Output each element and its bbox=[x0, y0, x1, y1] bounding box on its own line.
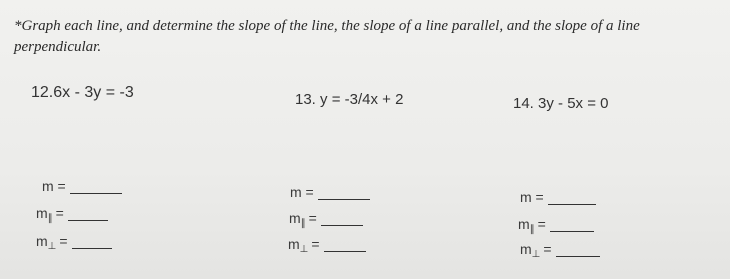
p14-perpendicular-line bbox=[520, 241, 600, 260]
p12-parallel-line bbox=[36, 205, 108, 224]
p12-slope-label: m = bbox=[42, 178, 66, 194]
problem-12-equation: 6x - 3y = -3 bbox=[53, 84, 134, 101]
p14-slope-blank[interactable] bbox=[548, 190, 596, 205]
p14-perp-blank[interactable] bbox=[556, 242, 600, 257]
p13-parallel-line bbox=[289, 210, 363, 229]
p12-slope-line bbox=[42, 178, 122, 194]
p12-perp-label: m bbox=[36, 233, 48, 249]
p13-parallel-equals: = bbox=[308, 210, 317, 226]
p13-slope-label: m = bbox=[290, 184, 314, 200]
p14-slope-label: m = bbox=[520, 189, 544, 205]
perpendicular-symbol-icon: ⊥ bbox=[299, 244, 309, 255]
p12-perp-equals: = bbox=[59, 233, 68, 249]
parallel-symbol-icon: ∥ bbox=[47, 213, 53, 224]
problem-13-number: 13. bbox=[295, 91, 316, 108]
perpendicular-symbol-icon: ⊥ bbox=[531, 249, 541, 260]
p14-slope-line bbox=[520, 189, 596, 205]
p12-perpendicular-line bbox=[36, 233, 112, 252]
p13-perp-blank[interactable] bbox=[324, 237, 366, 252]
p12-parallel-equals: = bbox=[55, 205, 64, 221]
p12-parallel-blank[interactable] bbox=[68, 206, 108, 221]
p13-perpendicular-line bbox=[288, 236, 366, 255]
p12-parallel-label: m bbox=[36, 205, 48, 221]
parallel-symbol-icon: ∥ bbox=[300, 218, 306, 229]
p12-slope-blank[interactable] bbox=[70, 179, 122, 194]
p14-perp-label: m bbox=[520, 241, 532, 257]
problem-14-equation: 3y - 5x = 0 bbox=[538, 95, 609, 112]
p13-perp-equals: = bbox=[311, 236, 320, 252]
p13-parallel-label: m bbox=[289, 210, 301, 226]
p13-slope-blank[interactable] bbox=[318, 185, 370, 200]
problem-14 bbox=[513, 95, 608, 112]
p13-parallel-blank[interactable] bbox=[321, 211, 363, 226]
problem-12 bbox=[31, 84, 134, 102]
p14-parallel-equals: = bbox=[537, 216, 546, 232]
p14-perp-equals: = bbox=[543, 241, 552, 257]
p14-parallel-blank[interactable] bbox=[550, 217, 594, 232]
instructions-text: *Graph each line, and determine the slope of the line, the slope of a line parallel, and the slope of a line perpendicular. bbox=[14, 18, 640, 55]
p14-parallel-line bbox=[518, 216, 594, 235]
p12-perp-blank[interactable] bbox=[72, 234, 112, 249]
parallel-symbol-icon: ∥ bbox=[529, 224, 535, 235]
p14-parallel-label: m bbox=[518, 216, 530, 232]
p13-perp-label: m bbox=[288, 236, 300, 252]
problem-13 bbox=[295, 91, 403, 108]
p13-slope-line bbox=[290, 184, 370, 200]
problem-12-number: 12. bbox=[31, 84, 54, 101]
problem-13-equation: y = -3/4x + 2 bbox=[320, 91, 404, 108]
perpendicular-symbol-icon: ⊥ bbox=[47, 241, 57, 252]
problem-14-number: 14. bbox=[513, 95, 534, 112]
